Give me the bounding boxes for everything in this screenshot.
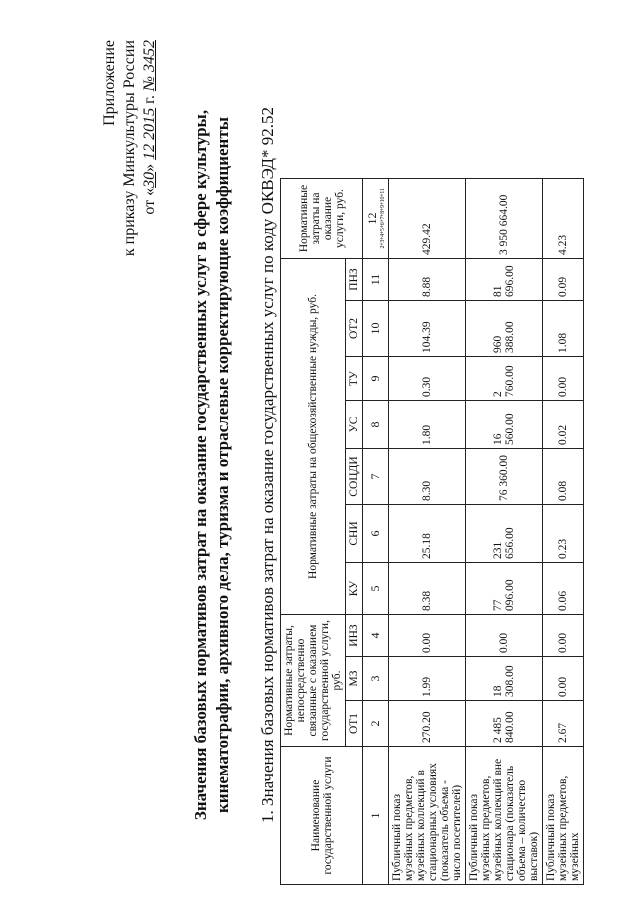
- header-sub: КУ: [346, 563, 363, 615]
- date-prefix: от «: [141, 187, 158, 215]
- header-sub: МЗ: [346, 657, 363, 701]
- table-body: [389, 179, 584, 885]
- value-cell: 18 308.00: [466, 657, 543, 701]
- header-general-costs: Нормативные затраты на общехозяйственные нужды, руб.: [281, 259, 346, 615]
- total-formula: 2+3+4+5+6+7+8+9+10+11: [380, 188, 386, 249]
- value-cell: 0.30: [389, 357, 466, 401]
- header-sub: ТУ: [346, 357, 363, 401]
- table-row: [543, 179, 584, 885]
- header-sub: ОТ1: [346, 701, 363, 747]
- value-cell: 1.08: [543, 301, 584, 357]
- appendix-header: [100, 40, 160, 256]
- value-cell: 16 560.00: [466, 401, 543, 449]
- service-name-cell: Публичный показ музейных предметов, музейных коллекций в стационарных условиях (показатель объема - число посетителей): [389, 747, 466, 885]
- column-index: 7: [363, 449, 389, 505]
- value-cell: 4.23: [543, 179, 584, 259]
- document-title: Значения базовых нормативов затрат на оказание государственных услуг в сфере культуры, кинематографии, архивного дела, туризма и отраслевые корректирующие коэффициенты: [191, 109, 232, 821]
- date-month-year: 12 2015: [141, 107, 158, 160]
- header-service: Наименование государственной услуги: [281, 747, 363, 885]
- header-sub: ПНЗ: [346, 259, 363, 301]
- service-name-cell: Публичный показ музейных предметов, музейных: [543, 747, 584, 885]
- column-index: 8: [363, 401, 389, 449]
- value-cell: 0.00: [543, 357, 584, 401]
- header-sub: ОТ2: [346, 301, 363, 357]
- value-cell: 76 360.00: [466, 449, 543, 505]
- date-quote: »: [141, 163, 158, 172]
- appendix-date-number: [140, 40, 160, 256]
- value-cell: 104.39: [389, 301, 466, 357]
- value-cell: 1.80: [389, 401, 466, 449]
- value-cell: 25.18: [389, 505, 466, 563]
- value-cell: 81 696.00: [466, 259, 543, 301]
- value-cell: 0.00: [389, 615, 466, 657]
- value-cell: 0.08: [543, 449, 584, 505]
- header-sub: СОЦДИ: [346, 449, 363, 505]
- value-cell: 0.23: [543, 505, 584, 563]
- date-day: 30: [141, 171, 158, 188]
- column-index: 2: [363, 701, 389, 747]
- value-cell: 0.09: [543, 259, 584, 301]
- service-name-cell: Публичный показ музейных предметов, музейных коллекций вне стационара (показатель объема – количество выставок): [466, 747, 543, 885]
- column-index: 5: [363, 563, 389, 615]
- value-cell: 2 485 840.00: [466, 701, 543, 747]
- column-index: 9: [363, 357, 389, 401]
- value-cell: 0.00: [543, 657, 584, 701]
- value-cell: 8.30: [389, 449, 466, 505]
- section-title: 1. Значения базовых нормативов затрат на оказание государственных услуг по коду ОКВЭД* 92.52: [258, 106, 277, 824]
- column-index: 11: [363, 259, 389, 301]
- table-row: [466, 179, 543, 885]
- value-cell: 960 388.00: [466, 301, 543, 357]
- header-row-1: [281, 179, 346, 885]
- column-index: 3: [363, 657, 389, 701]
- appendix-label: Приложение: [101, 40, 118, 126]
- header-sub: СНИ: [346, 505, 363, 563]
- value-cell: 3 950 664.00: [466, 179, 543, 259]
- value-cell: 2 760.00: [466, 357, 543, 401]
- value-cell: 0.02: [543, 401, 584, 449]
- column-index-12: 12: [365, 212, 379, 225]
- value-cell: 270.20: [389, 701, 466, 747]
- column-index: 4: [363, 615, 389, 657]
- value-cell: 8.88: [389, 259, 466, 301]
- order-number: № 3452: [141, 40, 158, 92]
- appendix-order-ref: к приказу Минкультуры России: [121, 40, 138, 257]
- column-index: 10: [363, 301, 389, 357]
- value-cell: 429.42: [389, 179, 466, 259]
- header-direct-costs: Нормативные затраты, непосредственно связанные с оказанием государственной услуги, руб.: [281, 615, 346, 747]
- value-cell: 8.38: [389, 563, 466, 615]
- column-index: [363, 179, 389, 259]
- value-cell: 1.99: [389, 657, 466, 701]
- value-cell: 2.67: [543, 701, 584, 747]
- table-row: [389, 179, 466, 885]
- value-cell: 231 656.00: [466, 505, 543, 563]
- header-index-row: [363, 179, 389, 885]
- value-cell: 0.06: [543, 563, 584, 615]
- norms-table: [280, 178, 584, 885]
- value-cell: 0.00: [466, 615, 543, 657]
- year-suffix: г.: [141, 95, 158, 104]
- value-cell: 0.00: [543, 615, 584, 657]
- value-cell: 77 096.00: [466, 563, 543, 615]
- header-sub: УС: [346, 401, 363, 449]
- column-index: 6: [363, 505, 389, 563]
- header-total-costs: Нормативные затраты на оказание услуги, руб.: [281, 179, 363, 259]
- header-sub: ИНЗ: [346, 615, 363, 657]
- column-index: 1: [363, 747, 389, 885]
